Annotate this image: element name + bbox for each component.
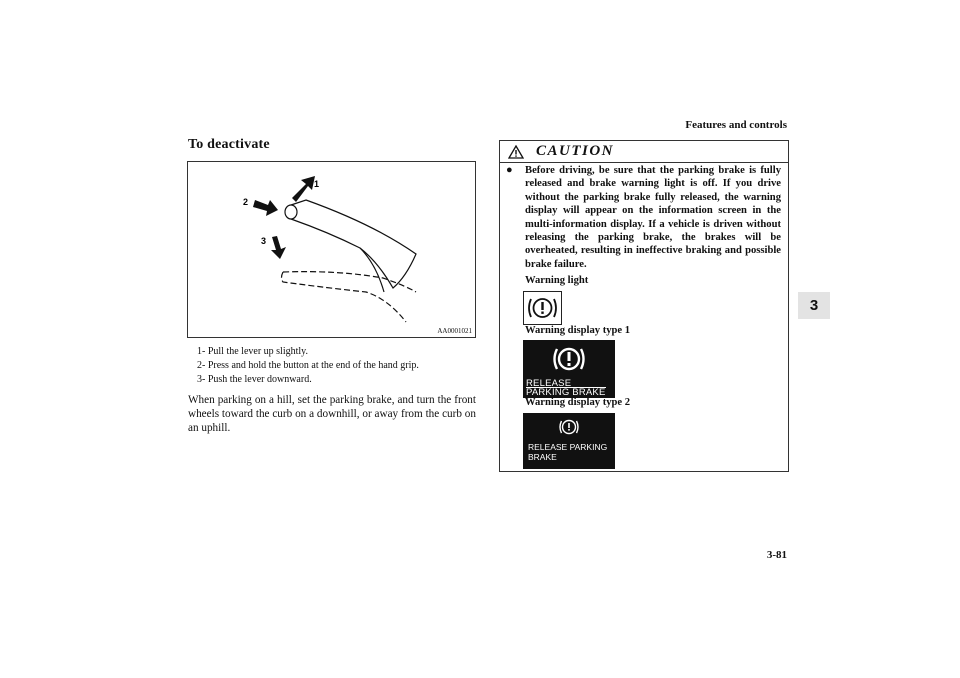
arrow-right-icon: [253, 200, 278, 216]
lever-illustration: [188, 162, 477, 339]
warning-display-type1: [523, 340, 615, 398]
warning-display-type2: [523, 413, 615, 469]
warning-triangle-icon: [508, 145, 524, 159]
step-item: 1- Pull the lever up slightly.: [197, 346, 309, 357]
steps-list: [197, 345, 419, 387]
callout-2: 2: [243, 197, 249, 207]
brake-warning-icon: [558, 416, 580, 438]
bullet-icon: ●: [506, 164, 513, 176]
display2-text-line2: BRAKE: [528, 452, 557, 462]
brake-warning-icon: [551, 342, 587, 376]
callout-3: 3: [261, 236, 267, 246]
section-heading: To deactivate: [188, 137, 270, 152]
caution-text: Before driving, be sure that the parking brake is fully released and brake warning light is off. If you drive without the parking brake fully released, the warning display will appear on the information screen in the multi-information display. If a vehicle is driven without releasing the parking brake, the brakes will be overheated, resulting in ineffective braking and possible brake failure.: [525, 165, 781, 270]
step-item: 3- Push the lever downward.: [197, 374, 312, 385]
caution-box: [499, 140, 789, 472]
display-type1-label: Warning display type 1: [525, 325, 631, 336]
display2-text-line1: RELEASE PARKING: [528, 442, 608, 452]
step-item: 2- Press and hold the button at the end of the hand grip.: [197, 360, 419, 371]
brake-warning-icon: [524, 292, 561, 324]
page-number: 3-81: [766, 549, 787, 561]
chapter-tab: 3: [798, 292, 830, 319]
header-title: Features and controls: [685, 119, 787, 131]
caution-title: CAUTION: [536, 143, 615, 159]
callout-1: 1: [314, 179, 320, 189]
lever-figure: [187, 161, 476, 338]
arrow-down-icon: [271, 236, 286, 259]
display1-text-line2: PARKING BRAKE: [526, 387, 606, 398]
arrow-up-icon: [292, 176, 315, 202]
caution-header: [500, 141, 788, 163]
display-type2-label: Warning display type 2: [525, 397, 631, 408]
warning-light-label: Warning light: [525, 275, 589, 286]
figure-code: AA0001021: [437, 327, 472, 335]
body-paragraph: When parking on a hill, set the parking brake, and turn the front wheels toward the curb on a downhill, or away from the curb on an uphill.: [188, 394, 476, 434]
brake-warning-light: [523, 291, 562, 325]
display1-text-line1: RELEASE: [526, 378, 572, 389]
